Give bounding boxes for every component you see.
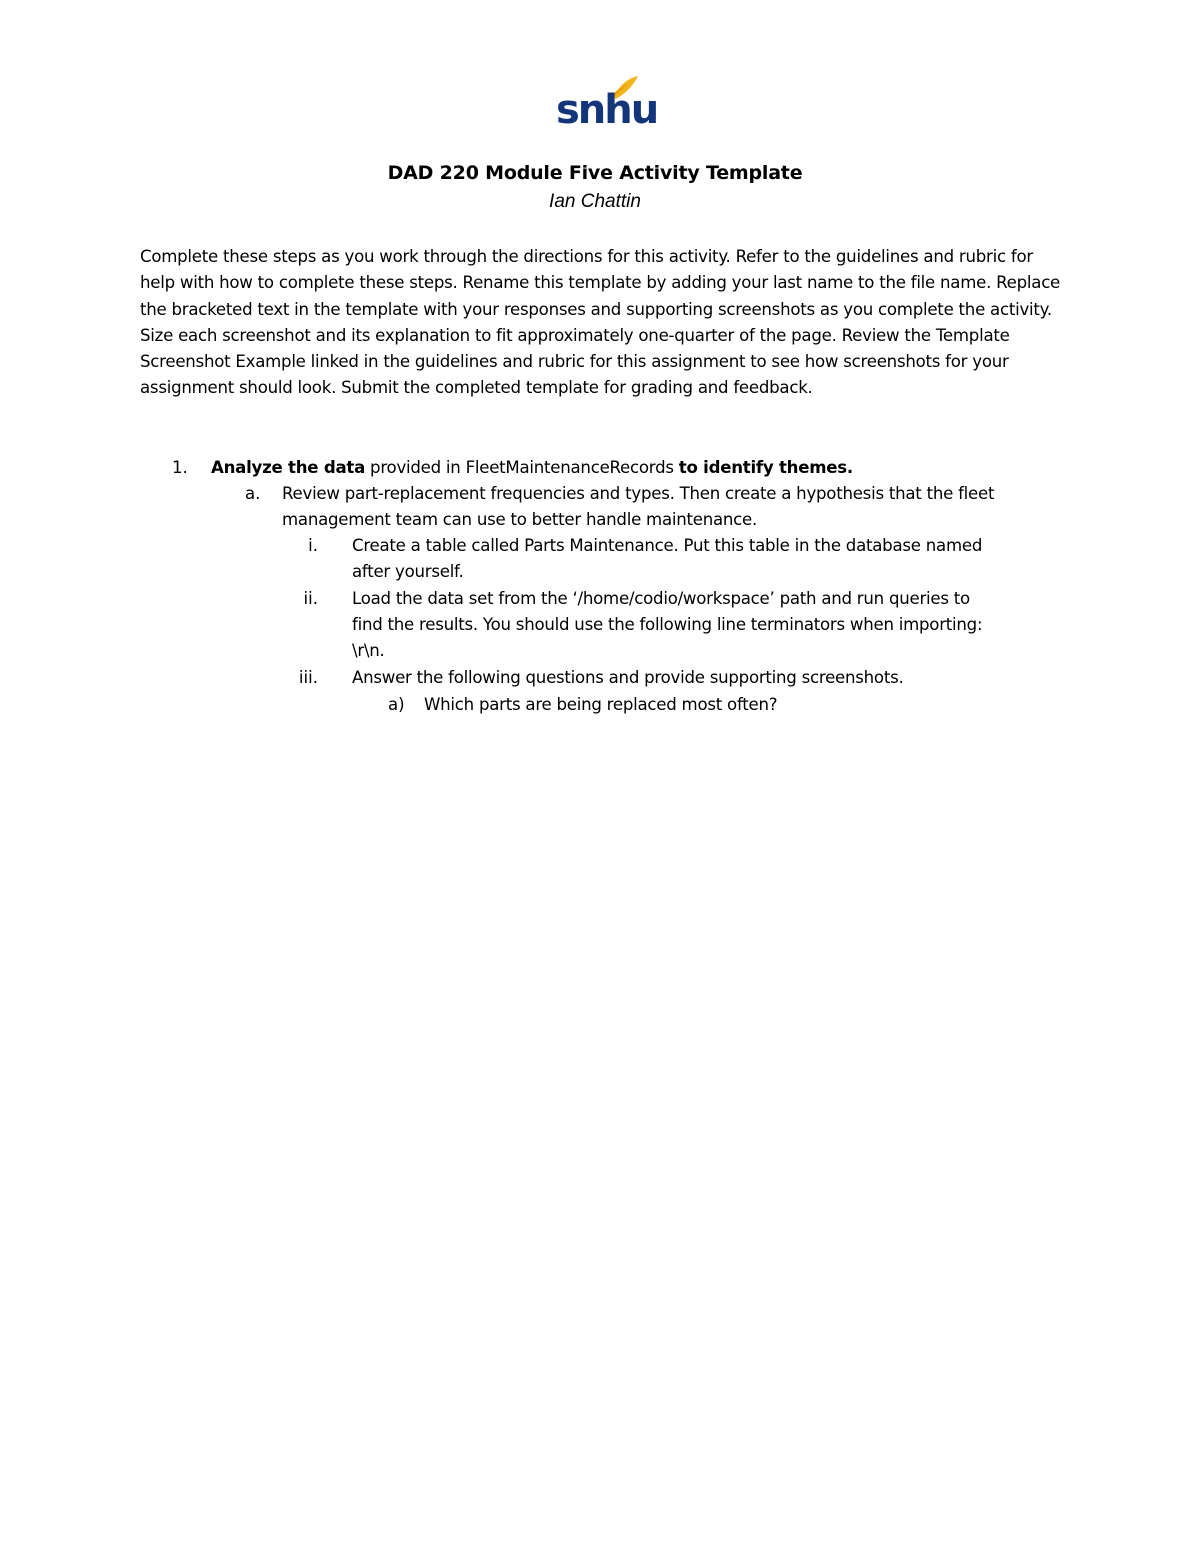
author-name: Ian Chattin <box>549 191 641 212</box>
list-item-ii-line1: Load the data set from the ‘/home/codio/workspace’ path and run queries to <box>352 589 970 608</box>
list-marker-iii: iii. <box>298 668 318 687</box>
list-marker-ii: ii. <box>303 589 318 608</box>
intro-paragraph: Complete these steps as you work through the directions for this activity. Refer to the guidelines and rubric for help with how to complete these steps. Rename this template by adding your last name to the file name. Replace the bracketed text in the template with your responses and supporting screenshots as you complete the activity. Size each screenshot and its explanation to fit approximately one-quarter of the page. Review the Template Screenshot Example linked in the guidelines and rubric for this assignment to see how screenshots for your assignment should look. Submit the completed template for grading and feedback. <box>140 247 1061 398</box>
logo-wordmark: snhu <box>556 87 658 133</box>
list-item-a-line2: management team can use to better handle maintenance. <box>282 510 758 529</box>
list-item-ii-line2: find the results. You should use the following line terminators when importing: <box>352 615 983 634</box>
list-item-iii-line1: Answer the following questions and provide supporting screenshots. <box>352 668 904 687</box>
item1-bold-lead: Analyze the data <box>211 458 366 477</box>
list-item-1 <box>211 455 853 481</box>
list-item-a-line1: Review part-replacement frequencies and types. Then create a hypothesis that the fleet <box>282 484 995 503</box>
item1-text: provided in FleetMaintenanceRecords <box>365 458 679 477</box>
page-title: DAD 220 Module Five Activity Template <box>387 162 803 184</box>
list-item-ii-line3: \r\n. <box>352 641 385 660</box>
list-marker-1: 1. <box>172 458 188 477</box>
list-marker-question-a: a) <box>388 695 405 714</box>
list-marker-i: i. <box>308 536 318 555</box>
question-a-text: Which parts are being replaced most often? <box>424 695 778 714</box>
list-item-i-line2: after yourself. <box>352 562 464 581</box>
snhu-logo <box>550 74 658 136</box>
list-marker-a: a. <box>245 484 261 503</box>
item1-bold-tail: to identify themes. <box>678 458 853 477</box>
list-item-i-line1: Create a table called Parts Maintenance. Put this table in the database named <box>352 536 983 555</box>
